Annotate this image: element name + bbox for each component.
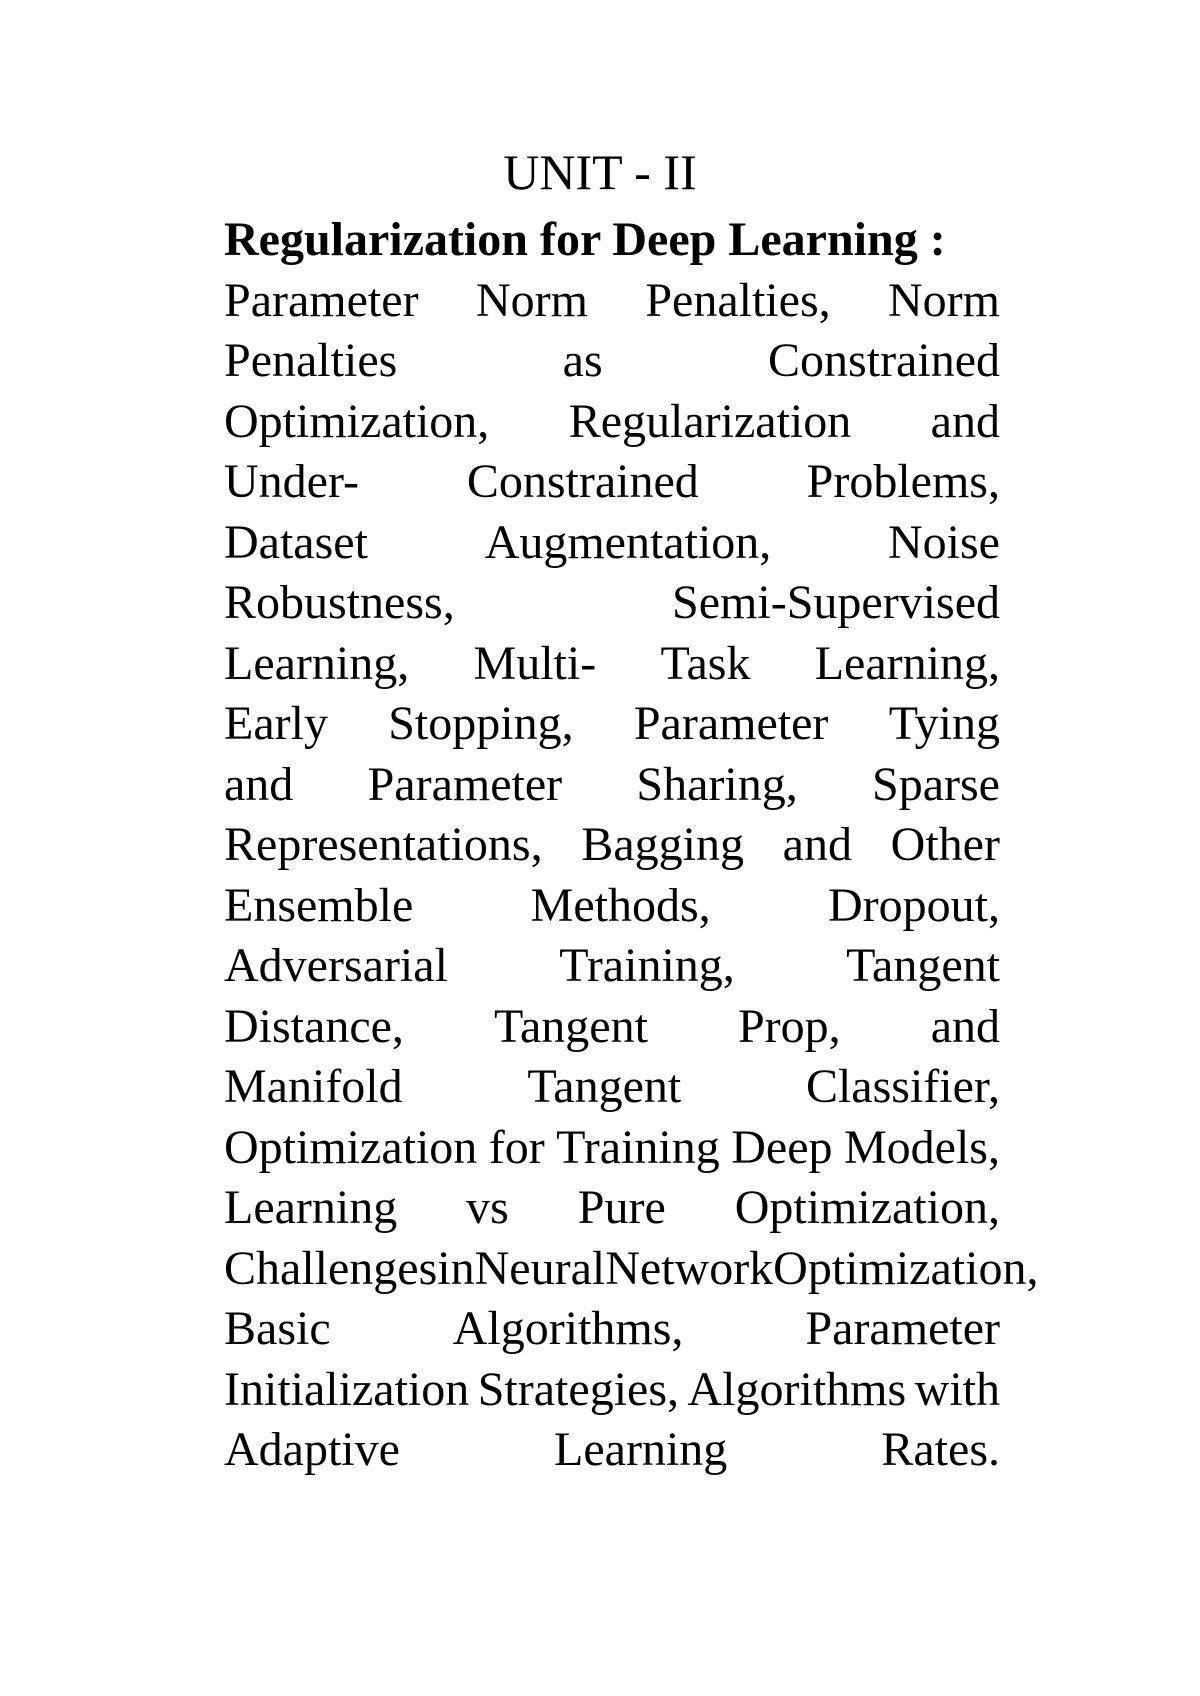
topic-word: Constrained [466, 455, 699, 508]
topics-line [224, 997, 1000, 1058]
topic-word: Parameter [367, 757, 563, 811]
topics-line [224, 513, 1000, 574]
topic-word: Parameter [224, 273, 419, 327]
topic-word: Strategies, [477, 1362, 680, 1416]
section-heading: Regularization for Deep Learning : [224, 213, 946, 266]
topic-word: Parameter [633, 697, 829, 750]
topic-word: Sparse [872, 757, 1000, 811]
topic-word: Robustness, [224, 576, 455, 629]
topics-line [224, 876, 1000, 937]
topic-word: Initialization [224, 1362, 470, 1416]
topic-word: Pure [577, 1181, 666, 1234]
topic-word: Basic [224, 1302, 331, 1355]
topic-word: Parameter [805, 1302, 1000, 1355]
topic-word: with [914, 1362, 1000, 1416]
topic-word: Norm [888, 273, 1000, 327]
topic-word: Tying [888, 697, 1000, 750]
topic-word: Challenges [224, 1241, 438, 1295]
topic-word: Methods, [530, 878, 711, 932]
topic-word: and [930, 394, 1000, 448]
topics-paragraph [224, 271, 1039, 1481]
topic-word: and [224, 757, 294, 811]
topic-word: Network [605, 1241, 774, 1295]
topics-line [224, 1299, 1000, 1360]
topics-line [224, 815, 1000, 876]
topic-word: Optimization, [224, 394, 490, 448]
topics-line [224, 1118, 1000, 1179]
topics-line [224, 1057, 1000, 1118]
topics-line [224, 694, 1000, 755]
topic-word: Learning [224, 1181, 398, 1234]
syllabus-content [224, 210, 1039, 1481]
topic-word: Augmentation, [484, 515, 772, 569]
topics-line [224, 331, 1000, 392]
topic-word: Rates. [881, 1423, 1000, 1476]
topic-word: Neural [474, 1241, 606, 1295]
topics-line [224, 755, 1000, 816]
topics-line [224, 452, 1000, 513]
topic-word: Learning, [814, 636, 1000, 690]
topic-word: Penalties [224, 334, 398, 387]
topic-word: Ensemble [224, 878, 414, 932]
topic-word: Stopping, [388, 697, 574, 750]
unit-title: UNIT - II [503, 144, 697, 200]
topic-word: Noise [888, 515, 1000, 569]
topic-word: and [930, 999, 1000, 1053]
topic-word: Optimization, [734, 1181, 1000, 1234]
topic-word: for [488, 1120, 545, 1174]
topic-word: Algorithms [687, 1362, 907, 1416]
topics-line [224, 634, 1000, 695]
topics-line [224, 1178, 1000, 1239]
topics-line [224, 271, 1000, 332]
topics-line [224, 1239, 1039, 1300]
topics-line [224, 1420, 1000, 1481]
topic-word: Optimization, [773, 1241, 1039, 1295]
topics-line [224, 392, 1000, 453]
topic-word: Regularization [568, 394, 852, 448]
topic-word: Tangent [527, 1060, 682, 1113]
topic-word: Multi- [473, 636, 597, 690]
topic-word: Manifold [224, 1060, 403, 1113]
topics-line [224, 936, 1000, 997]
topic-word: Learning [554, 1423, 728, 1476]
topic-word: Norm [475, 273, 588, 327]
topic-word: and [782, 818, 852, 871]
topic-word: Bagging [581, 818, 744, 871]
topic-word: Algorithms, [452, 1302, 684, 1355]
topic-word: Adversarial [224, 939, 448, 992]
topic-word: Task [660, 636, 751, 690]
topic-word: in [437, 1241, 475, 1295]
topic-word: Deep [731, 1120, 833, 1174]
topic-word: Under- [224, 455, 359, 508]
topic-word: Models, [843, 1120, 1000, 1174]
topic-word: Optimization [224, 1120, 478, 1174]
topics-line [224, 1360, 1000, 1421]
topic-word: Training [556, 1120, 720, 1174]
topic-word: Classifier, [805, 1060, 1000, 1113]
topic-word: as [562, 334, 603, 387]
topic-word: Other [890, 818, 1000, 871]
topic-word: Early [224, 697, 328, 750]
topic-word: Semi-Supervised [672, 576, 1000, 629]
topic-word: Dataset [224, 515, 368, 569]
topic-word: Sharing, [636, 757, 798, 811]
topic-word: Tangent [846, 939, 1000, 992]
topic-word: Prop, [737, 999, 841, 1053]
topic-word: Penalties, [645, 273, 831, 327]
topic-word: Learning, [224, 636, 410, 690]
topic-word: Training, [559, 939, 735, 992]
topic-word: vs [466, 1181, 509, 1234]
topic-word: Constrained [768, 334, 1000, 387]
topic-word: Representations, [224, 818, 543, 871]
topics-line [224, 573, 1000, 634]
topic-word: Adaptive [224, 1423, 400, 1476]
topic-word: Problems, [806, 455, 1000, 508]
topic-word: Dropout, [828, 878, 1000, 932]
topic-word: Tangent [493, 999, 648, 1053]
topic-word: Distance, [224, 999, 404, 1053]
